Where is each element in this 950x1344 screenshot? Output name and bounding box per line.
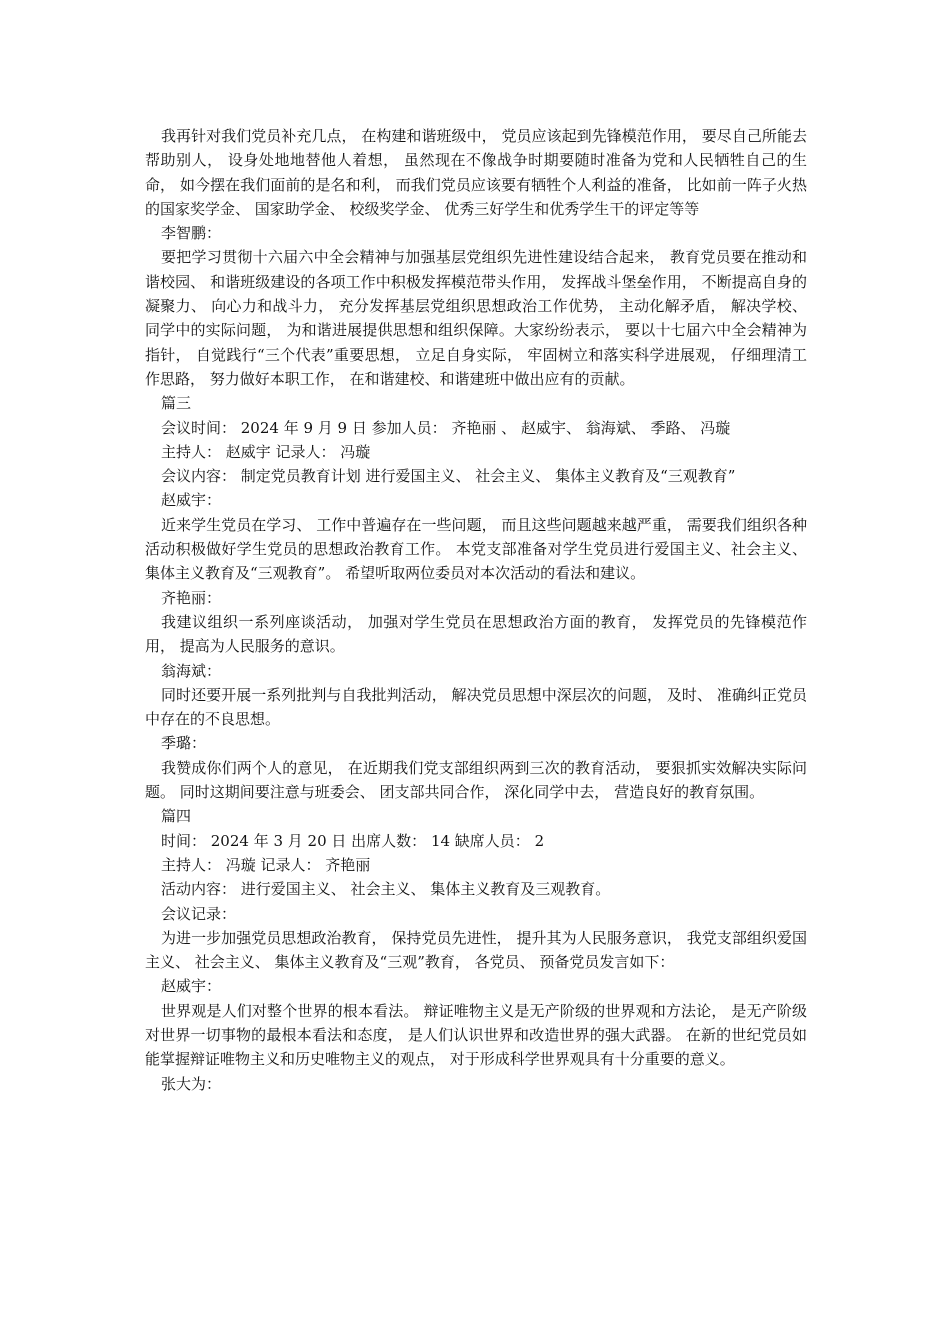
paragraph-qi-yanli-speech: 我建议组织一系列座谈活动， 加强对学生党员在思想政治方面的教育， 发挥党员的先锋模范作用， 提高为人民服务的意识。 <box>145 612 807 656</box>
activity-content: 活动内容： 进行爱国主义、 社会主义、 集体主义教育及三观教育。 <box>161 880 611 899</box>
speaker-qi-yanli: 齐艳丽： <box>161 588 222 607</box>
speaker-ji-lu: 季璐： <box>161 734 207 753</box>
document-body <box>145 124 807 1096</box>
paragraph-worldview-speech: 世界观是人们对整个世界的根本看法。 辩证唯物主义是无产阶级的世界观和方法论， 是无产阶级对世界一切事物的最根本看法和态度， 是人们认识世界和改造世界的强大武器。 在新的世纪党员如能掌握辩证唯物主义和历史唯物主义的观点， 对于形成科学世界观具有十分重要的意义。 <box>145 1001 807 1069</box>
meeting-time-attendees: 会议时间： 2024 年 9 月 9 日 参加人员： 齐艳丽 、 赵威宇、 翁海斌、 季路、 冯璇 <box>161 418 731 437</box>
meeting-record-label: 会议记录： <box>161 904 237 923</box>
host-recorder: 主持人： 赵威宇 记录人： 冯璇 <box>161 442 371 461</box>
paragraph-zhao-weiyu-speech: 近来学生党员在学习、 工作中普遍存在一些问题， 而且这些问题越来越严重， 需要我们组织各种活动积极做好学生党员的思想政治教育工作。 本党支部准备对学生党员进行爱国主义、社会主义、 集体主义教育及“三观教育”。 希望听取两位委员对本次活动的看法和建议。 <box>145 515 807 583</box>
speaker-zhao-weiyu-part-four: 赵威宇： <box>161 977 222 996</box>
host-recorder-part-four: 主持人： 冯璇 记录人： 齐艳丽 <box>161 855 371 874</box>
section-heading-part-three: 篇三 <box>161 394 192 413</box>
paragraph-party-members-supplement: 我再针对我们党员补充几点， 在构建和谐班级中， 党员应该起到先锋模范作用， 要尽自己所能去帮助别人， 设身处地地替他人着想， 虽然现在不像战争时期要随时准备为党和人民牺牲自己的生命， 如今摆在我们面前的是名和利， 而我们党员应该要有牺牲个人利益的准备， 比如前一阵子火热的国家奖学金、 国家助学金、 校级奖学金、 优秀三好学生和优秀学生干的评定等等 <box>145 127 807 218</box>
paragraph-li-zhipeng-speech: 要把学习贯彻十六届六中全会精神与加强基层党组织先进性建设结合起来， 教育党员要在推动和谐校园、 和谐班级建设的各项工作中积极发挥模范带头作用， 发挥战斗堡垒作用， 不断提高自身的凝聚力、 向心力和战斗力， 充分发挥基层党组织思想政治工作优势， 主动化解矛盾， 解决学校、 同学中的实际问题， 为和谐进展提供思想和组织保障。大家纷纷表示， 要以十七届六中全会精神为指针， 自觉践行“三个代表”重要思想， 立足自身实际， 牢固树立和落实科学进展观， 仔细理清工作思路， 努力做好本职工作， 在和谐建校、和谐建班中做出应有的贡献。 <box>145 248 807 388</box>
meeting-time-attendance: 时间： 2024 年 3 月 20 日 出席人数： 14 缺席人员： 2 <box>161 831 545 850</box>
section-heading-part-four: 篇四 <box>161 807 192 826</box>
speaker-zhao-weiyu: 赵威宇： <box>161 491 222 510</box>
meeting-content: 会议内容： 制定党员教育计划 进行爱国主义、 社会主义、 集体主义教育及“三观教育” <box>161 467 736 486</box>
speaker-weng-haibin: 翁海斌： <box>161 661 222 680</box>
paragraph-ji-lu-speech: 我赞成你们两个人的意见， 在近期我们党支部组织两到三次的教育活动， 要狠抓实效解决实际问题。 同时这期间要注意与班委会、 团支部共同合作， 深化同学中去， 营造良好的教育氛围。 <box>145 758 807 802</box>
paragraph-meeting-record-intro: 为进一步加强党员思想政治教育， 保持党员先进性， 提升其为人民服务意识， 我党支部组织爱国主义、 社会主义、 集体主义教育及“三观”教育， 各党员、 预备党员发言如下： <box>145 928 807 972</box>
paragraph-weng-haibin-speech: 同时还要开展一系列批判与自我批判活动， 解决党员思想中深层次的问题， 及时、 准确纠正党员中存在的不良思想。 <box>145 685 807 729</box>
speaker-li-zhipeng: 李智鹏： <box>161 224 222 243</box>
speaker-zhang-dawei: 张大为： <box>161 1074 222 1093</box>
